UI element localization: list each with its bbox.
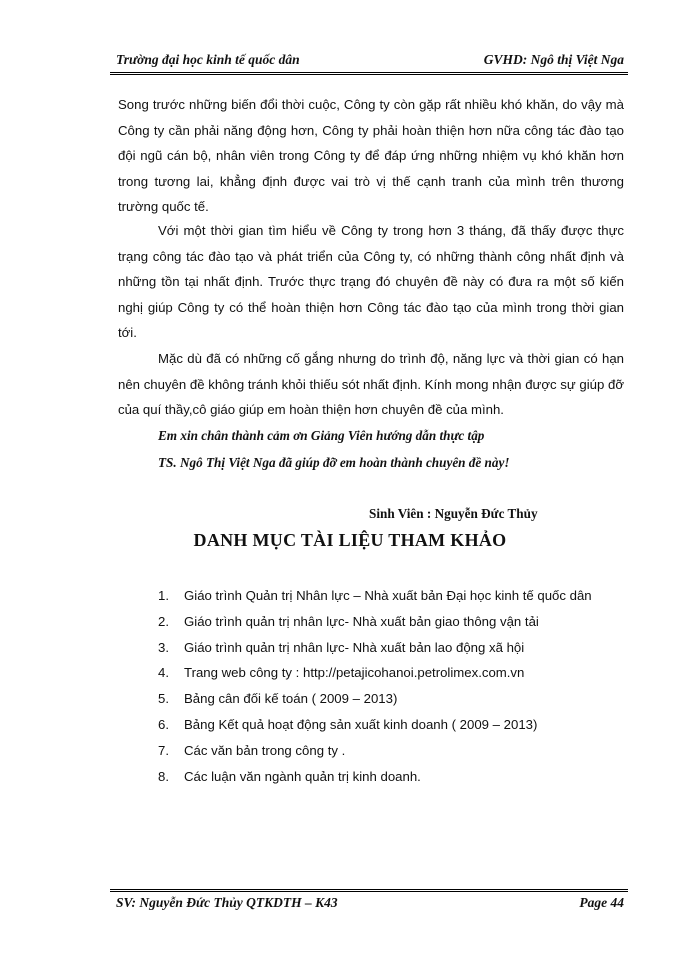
reference-text: Giáo trình Quản trị Nhân lực – Nhà xuất bản Đại học kinh tế quốc dân (184, 588, 592, 603)
header-school: Trường đại học kinh tế quốc dân (116, 52, 300, 67)
reference-item (158, 715, 618, 741)
reference-item (158, 612, 618, 638)
reference-item (158, 663, 618, 689)
page-header (110, 48, 628, 72)
student-signature: Sinh Viên : Nguyễn Đức Thủy (369, 506, 538, 521)
paragraph-limitations: Mặc dù đã có những cố gắng nhưng do trình độ, năng lực và thời gian có hạn nên chuyên đề không tránh khỏi thiếu sót nhất định. Kính mong nhận được sự giúp đỡ của quí thầy,cô giáo giúp em hoàn thiện hơn chuyên đề của mình. (118, 351, 624, 417)
references-title: DANH MỤC TÀI LIỆU THAM KHẢO (193, 530, 507, 550)
thanks-line-1: Em xin chân thành cảm ơn Giảng Viên hướng dẫn thực tập (158, 428, 485, 443)
page-footer (110, 895, 628, 917)
reference-number: 5. (158, 691, 169, 707)
reference-number: 8. (158, 768, 169, 784)
footer-student: SV: Nguyễn Đức Thủy QTKDTH – K43 (116, 895, 338, 910)
paragraph-research-period: Với một thời gian tìm hiểu về Công ty trong hơn 3 tháng, đã thấy được thực trạng công tác đào tạo và phát triển của Công ty, có những thành công nhất định và những tồn tại nhất định. Trước thực trạng đó chuyên đề này có đưa ra một số kiến nghị giúp Công ty có thể hoàn thiện hơn Công tác đào tạo của mình trong thời gian tới. (118, 223, 624, 340)
reference-text: Bảng cân đối kế toán ( 2009 – 2013) (184, 691, 398, 707)
reference-text: Trang web công ty : http://petajicohanoi.petrolimex.com.vn (184, 665, 525, 681)
paragraph-challenges: Song trước những biến đổi thời cuộc, Công ty còn gặp rất nhiều khó khăn, do vậy mà Công ty cần phải năng động hơn, Công ty phải hoàn thiện hơn nữa công tác đào tạo đội ngũ cán bộ, nhân viên trong Công ty để đáp ứng những nhiệm vụ khó khăn hơn trong tương lai, khẳng định được vai trò vị thế cạnh tranh của mình trên thương trường quốc tế. (118, 97, 624, 214)
reference-item (158, 586, 618, 612)
reference-number: 3. (158, 639, 169, 655)
header-divider (110, 72, 628, 75)
reference-number: 6. (158, 716, 169, 732)
references-list (158, 586, 618, 792)
reference-number: 1. (158, 588, 169, 603)
header-advisor: GVHD: Ngô thị Việt Nga (483, 52, 624, 67)
reference-number: 4. (158, 665, 169, 681)
reference-text: Bảng Kết quả hoạt động sản xuất kinh doanh ( 2009 – 2013) (184, 716, 538, 732)
reference-text: Các luận văn ngành quản trị kinh doanh. (184, 768, 421, 784)
page-number: Page 44 (579, 895, 624, 910)
reference-text: Giáo trình quản trị nhân lực- Nhà xuất bản lao động xã hội (184, 639, 525, 655)
reference-item (158, 767, 618, 793)
reference-text: Giáo trình quản trị nhân lực- Nhà xuất bản giao thông vận tải (184, 613, 539, 629)
reference-number: 2. (158, 613, 169, 629)
thanks-line-2: TS. Ngô Thị Việt Nga đã giúp đỡ em hoàn thành chuyên đề này! (158, 455, 510, 470)
reference-number: 7. (158, 742, 169, 758)
reference-item (158, 741, 618, 767)
reference-text: Các văn bản trong công ty . (184, 742, 346, 758)
reference-item (158, 638, 618, 664)
footer-divider (110, 889, 628, 892)
reference-item (158, 689, 618, 715)
